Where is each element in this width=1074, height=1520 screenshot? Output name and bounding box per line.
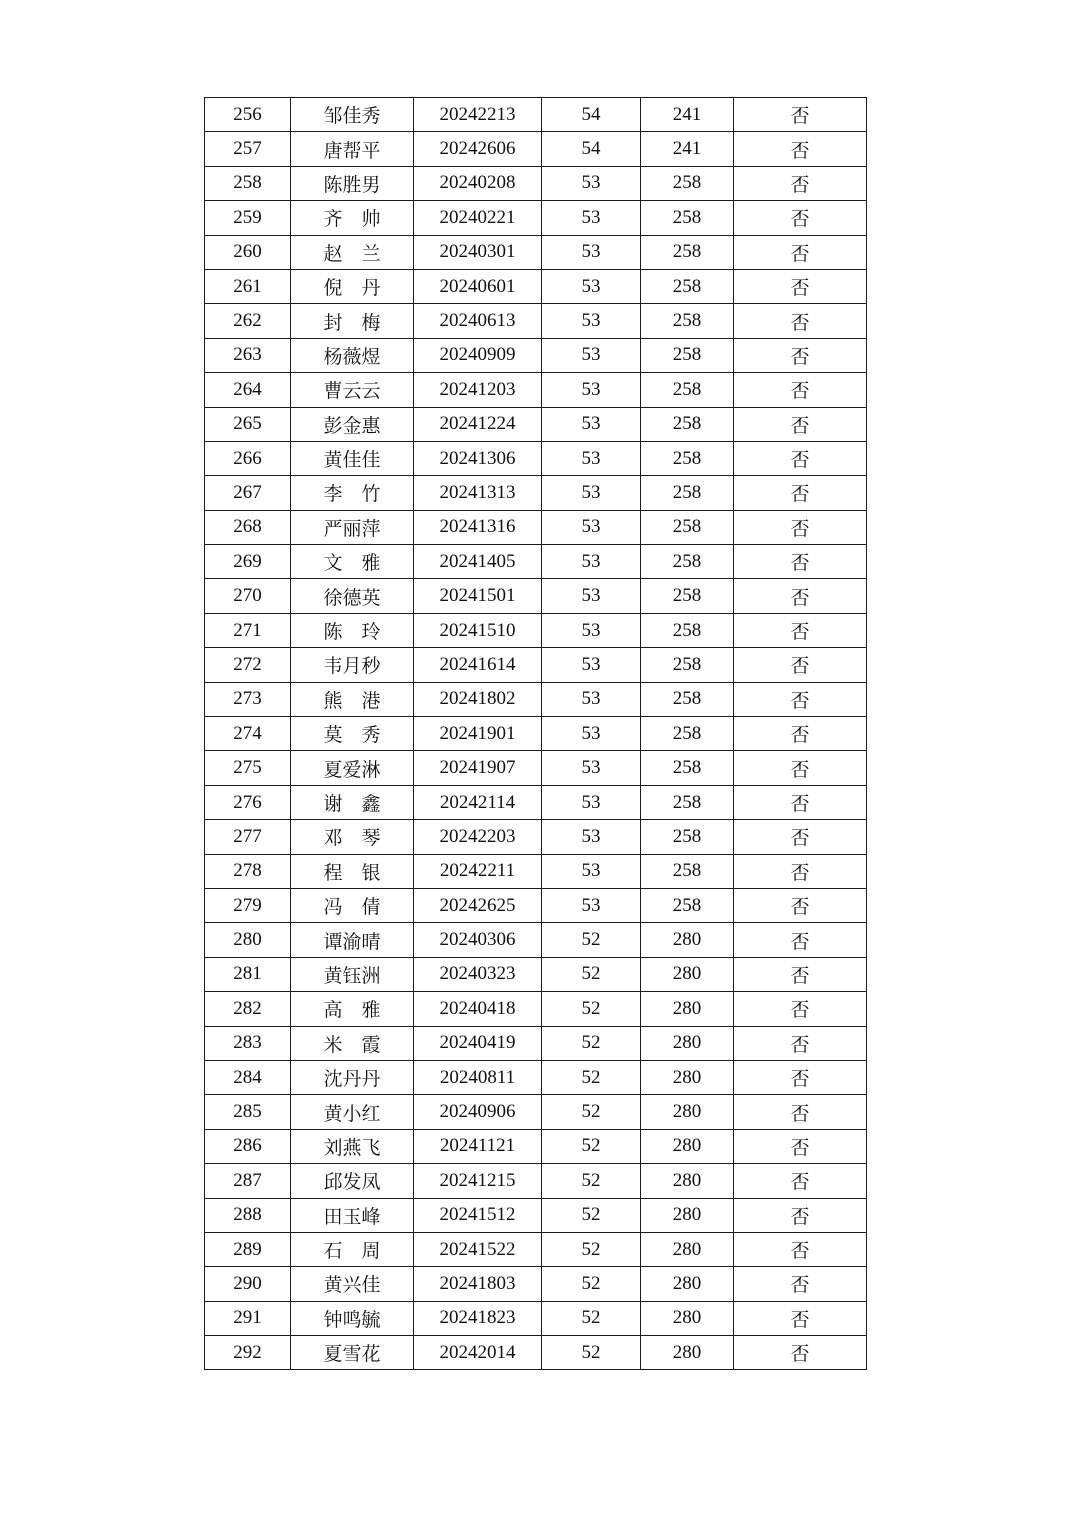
- row-number-cell: 279: [205, 888, 291, 922]
- exam-id-cell: 20240613: [414, 304, 542, 338]
- row-number-cell: 283: [205, 1026, 291, 1060]
- row-number-cell: 264: [205, 373, 291, 407]
- status-cell: 否: [734, 613, 867, 647]
- exam-id-cell: 20241313: [414, 476, 542, 510]
- exam-id-cell: 20242211: [414, 854, 542, 888]
- row-number-cell: 273: [205, 682, 291, 716]
- rank-cell: 280: [641, 923, 734, 957]
- name-cell: 田玉峰: [291, 1198, 414, 1232]
- exam-id-cell: 20241405: [414, 545, 542, 579]
- table-row: [205, 338, 867, 372]
- status-cell: 否: [734, 854, 867, 888]
- score-cell: 53: [542, 717, 641, 751]
- status-cell: 否: [734, 166, 867, 200]
- row-number-cell: 290: [205, 1267, 291, 1301]
- status-cell: 否: [734, 751, 867, 785]
- row-number-cell: 277: [205, 820, 291, 854]
- score-cell: 53: [542, 613, 641, 647]
- exam-id-cell: 20240323: [414, 957, 542, 991]
- name-cell: 齐 帅: [291, 201, 414, 235]
- rank-cell: 241: [641, 98, 734, 132]
- name-cell: 沈丹丹: [291, 1060, 414, 1094]
- status-cell: 否: [734, 510, 867, 544]
- name-cell: 谭渝晴: [291, 923, 414, 957]
- table-row: [205, 1198, 867, 1232]
- table-row: [205, 1164, 867, 1198]
- row-number-cell: 259: [205, 201, 291, 235]
- rank-cell: 258: [641, 613, 734, 647]
- name-cell: 徐德英: [291, 579, 414, 613]
- status-cell: 否: [734, 1060, 867, 1094]
- name-cell: 韦月秒: [291, 648, 414, 682]
- row-number-cell: 267: [205, 476, 291, 510]
- rank-cell: 258: [641, 648, 734, 682]
- status-cell: 否: [734, 682, 867, 716]
- results-table: [204, 97, 867, 1370]
- status-cell: 否: [734, 785, 867, 819]
- exam-id-cell: 20241224: [414, 407, 542, 441]
- rank-cell: 258: [641, 785, 734, 819]
- row-number-cell: 261: [205, 269, 291, 303]
- score-cell: 53: [542, 235, 641, 269]
- results-table-body: [205, 98, 867, 1370]
- status-cell: 否: [734, 717, 867, 751]
- row-number-cell: 280: [205, 923, 291, 957]
- table-row: [205, 304, 867, 338]
- table-row: [205, 785, 867, 819]
- rank-cell: 258: [641, 201, 734, 235]
- row-number-cell: 272: [205, 648, 291, 682]
- rank-cell: 280: [641, 1095, 734, 1129]
- row-number-cell: 287: [205, 1164, 291, 1198]
- rank-cell: 280: [641, 1301, 734, 1335]
- score-cell: 52: [542, 1198, 641, 1232]
- status-cell: 否: [734, 1301, 867, 1335]
- table-row: [205, 579, 867, 613]
- name-cell: 谢 鑫: [291, 785, 414, 819]
- exam-id-cell: 20242213: [414, 98, 542, 132]
- row-number-cell: 284: [205, 1060, 291, 1094]
- status-cell: 否: [734, 338, 867, 372]
- table-row: [205, 1129, 867, 1163]
- table-row: [205, 441, 867, 475]
- row-number-cell: 260: [205, 235, 291, 269]
- row-number-cell: 285: [205, 1095, 291, 1129]
- table-row: [205, 1026, 867, 1060]
- rank-cell: 280: [641, 1336, 734, 1370]
- score-cell: 53: [542, 373, 641, 407]
- rank-cell: 258: [641, 407, 734, 441]
- row-number-cell: 258: [205, 166, 291, 200]
- exam-id-cell: 20241316: [414, 510, 542, 544]
- name-cell: 米 霞: [291, 1026, 414, 1060]
- score-cell: 52: [542, 923, 641, 957]
- score-cell: 53: [542, 269, 641, 303]
- score-cell: 53: [542, 338, 641, 372]
- table-row: [205, 407, 867, 441]
- exam-id-cell: 20242203: [414, 820, 542, 854]
- status-cell: 否: [734, 1336, 867, 1370]
- status-cell: 否: [734, 545, 867, 579]
- status-cell: 否: [734, 648, 867, 682]
- exam-id-cell: 20241501: [414, 579, 542, 613]
- name-cell: 石 周: [291, 1232, 414, 1266]
- table-row: [205, 201, 867, 235]
- exam-id-cell: 20241803: [414, 1267, 542, 1301]
- row-number-cell: 276: [205, 785, 291, 819]
- rank-cell: 258: [641, 888, 734, 922]
- exam-id-cell: 20241802: [414, 682, 542, 716]
- exam-id-cell: 20240906: [414, 1095, 542, 1129]
- status-cell: 否: [734, 201, 867, 235]
- table-row: [205, 888, 867, 922]
- exam-id-cell: 20242625: [414, 888, 542, 922]
- rank-cell: 241: [641, 132, 734, 166]
- row-number-cell: 282: [205, 992, 291, 1026]
- exam-id-cell: 20241306: [414, 441, 542, 475]
- name-cell: 曹云云: [291, 373, 414, 407]
- exam-id-cell: 20241907: [414, 751, 542, 785]
- table-row: [205, 373, 867, 407]
- score-cell: 52: [542, 1301, 641, 1335]
- score-cell: 52: [542, 1267, 641, 1301]
- score-cell: 53: [542, 441, 641, 475]
- row-number-cell: 291: [205, 1301, 291, 1335]
- rank-cell: 258: [641, 235, 734, 269]
- exam-id-cell: 20240208: [414, 166, 542, 200]
- score-cell: 53: [542, 648, 641, 682]
- status-cell: 否: [734, 407, 867, 441]
- score-cell: 52: [542, 992, 641, 1026]
- exam-id-cell: 20240418: [414, 992, 542, 1026]
- rank-cell: 258: [641, 269, 734, 303]
- rank-cell: 280: [641, 992, 734, 1026]
- table-row: [205, 923, 867, 957]
- exam-id-cell: 20242014: [414, 1336, 542, 1370]
- name-cell: 赵 兰: [291, 235, 414, 269]
- score-cell: 52: [542, 1095, 641, 1129]
- score-cell: 53: [542, 407, 641, 441]
- rank-cell: 258: [641, 441, 734, 475]
- name-cell: 高 雅: [291, 992, 414, 1026]
- score-cell: 53: [542, 854, 641, 888]
- table-row: [205, 476, 867, 510]
- rank-cell: 280: [641, 1198, 734, 1232]
- table-row: [205, 957, 867, 991]
- status-cell: 否: [734, 1095, 867, 1129]
- table-row: [205, 854, 867, 888]
- exam-id-cell: 20242606: [414, 132, 542, 166]
- status-cell: 否: [734, 98, 867, 132]
- name-cell: 陈 玲: [291, 613, 414, 647]
- rank-cell: 258: [641, 682, 734, 716]
- table-row: [205, 992, 867, 1026]
- rank-cell: 258: [641, 476, 734, 510]
- rank-cell: 258: [641, 579, 734, 613]
- exam-id-cell: 20241614: [414, 648, 542, 682]
- status-cell: 否: [734, 235, 867, 269]
- row-number-cell: 271: [205, 613, 291, 647]
- table-row: [205, 820, 867, 854]
- table-row: [205, 648, 867, 682]
- score-cell: 52: [542, 1232, 641, 1266]
- name-cell: 严丽萍: [291, 510, 414, 544]
- exam-id-cell: 20240301: [414, 235, 542, 269]
- exam-id-cell: 20241121: [414, 1129, 542, 1163]
- status-cell: 否: [734, 1232, 867, 1266]
- row-number-cell: 288: [205, 1198, 291, 1232]
- row-number-cell: 268: [205, 510, 291, 544]
- score-cell: 53: [542, 785, 641, 819]
- table-row: [205, 235, 867, 269]
- status-cell: 否: [734, 923, 867, 957]
- rank-cell: 258: [641, 854, 734, 888]
- rank-cell: 280: [641, 1060, 734, 1094]
- name-cell: 彭金惠: [291, 407, 414, 441]
- table-row: [205, 98, 867, 132]
- score-cell: 52: [542, 1129, 641, 1163]
- score-cell: 53: [542, 682, 641, 716]
- name-cell: 夏雪花: [291, 1336, 414, 1370]
- row-number-cell: 263: [205, 338, 291, 372]
- row-number-cell: 286: [205, 1129, 291, 1163]
- table-row: [205, 613, 867, 647]
- status-cell: 否: [734, 992, 867, 1026]
- rank-cell: 258: [641, 166, 734, 200]
- table-row: [205, 1060, 867, 1094]
- exam-id-cell: 20240306: [414, 923, 542, 957]
- name-cell: 陈胜男: [291, 166, 414, 200]
- table-row: [205, 717, 867, 751]
- score-cell: 53: [542, 545, 641, 579]
- table-row: [205, 545, 867, 579]
- rank-cell: 258: [641, 545, 734, 579]
- name-cell: 钟鸣毓: [291, 1301, 414, 1335]
- score-cell: 53: [542, 476, 641, 510]
- score-cell: 52: [542, 1060, 641, 1094]
- rank-cell: 280: [641, 1164, 734, 1198]
- score-cell: 52: [542, 1026, 641, 1060]
- status-cell: 否: [734, 1164, 867, 1198]
- rank-cell: 258: [641, 820, 734, 854]
- exam-id-cell: 20241512: [414, 1198, 542, 1232]
- name-cell: 李 竹: [291, 476, 414, 510]
- score-cell: 54: [542, 98, 641, 132]
- status-cell: 否: [734, 888, 867, 922]
- status-cell: 否: [734, 957, 867, 991]
- name-cell: 冯 倩: [291, 888, 414, 922]
- status-cell: 否: [734, 820, 867, 854]
- score-cell: 53: [542, 510, 641, 544]
- name-cell: 黄兴佳: [291, 1267, 414, 1301]
- row-number-cell: 265: [205, 407, 291, 441]
- rank-cell: 280: [641, 1026, 734, 1060]
- status-cell: 否: [734, 1267, 867, 1301]
- score-cell: 53: [542, 888, 641, 922]
- status-cell: 否: [734, 1198, 867, 1232]
- name-cell: 邓 琴: [291, 820, 414, 854]
- rank-cell: 280: [641, 1129, 734, 1163]
- name-cell: 程 银: [291, 854, 414, 888]
- status-cell: 否: [734, 1129, 867, 1163]
- row-number-cell: 266: [205, 441, 291, 475]
- exam-id-cell: 20241901: [414, 717, 542, 751]
- name-cell: 唐帮平: [291, 132, 414, 166]
- score-cell: 53: [542, 579, 641, 613]
- table-row: [205, 1301, 867, 1335]
- rank-cell: 280: [641, 1232, 734, 1266]
- name-cell: 莫 秀: [291, 717, 414, 751]
- table-row: [205, 751, 867, 785]
- table-row: [205, 166, 867, 200]
- status-cell: 否: [734, 476, 867, 510]
- rank-cell: 258: [641, 717, 734, 751]
- name-cell: 黄小红: [291, 1095, 414, 1129]
- score-cell: 52: [542, 957, 641, 991]
- rank-cell: 258: [641, 373, 734, 407]
- exam-id-cell: 20241215: [414, 1164, 542, 1198]
- name-cell: 黄佳佳: [291, 441, 414, 475]
- exam-id-cell: 20240419: [414, 1026, 542, 1060]
- table-row: [205, 1267, 867, 1301]
- score-cell: 53: [542, 820, 641, 854]
- score-cell: 54: [542, 132, 641, 166]
- name-cell: 文 雅: [291, 545, 414, 579]
- row-number-cell: 257: [205, 132, 291, 166]
- name-cell: 黄钰洲: [291, 957, 414, 991]
- rank-cell: 258: [641, 510, 734, 544]
- table-row: [205, 132, 867, 166]
- rank-cell: 258: [641, 338, 734, 372]
- status-cell: 否: [734, 304, 867, 338]
- row-number-cell: 270: [205, 579, 291, 613]
- name-cell: 刘燕飞: [291, 1129, 414, 1163]
- row-number-cell: 281: [205, 957, 291, 991]
- row-number-cell: 292: [205, 1336, 291, 1370]
- score-cell: 52: [542, 1336, 641, 1370]
- score-cell: 53: [542, 201, 641, 235]
- status-cell: 否: [734, 1026, 867, 1060]
- row-number-cell: 274: [205, 717, 291, 751]
- name-cell: 熊 港: [291, 682, 414, 716]
- row-number-cell: 275: [205, 751, 291, 785]
- row-number-cell: 278: [205, 854, 291, 888]
- name-cell: 杨薇煜: [291, 338, 414, 372]
- row-number-cell: 269: [205, 545, 291, 579]
- table-row: [205, 510, 867, 544]
- score-cell: 53: [542, 304, 641, 338]
- row-number-cell: 256: [205, 98, 291, 132]
- score-cell: 53: [542, 166, 641, 200]
- exam-id-cell: 20242114: [414, 785, 542, 819]
- rank-cell: 280: [641, 1267, 734, 1301]
- name-cell: 邱发凤: [291, 1164, 414, 1198]
- status-cell: 否: [734, 269, 867, 303]
- name-cell: 夏爱淋: [291, 751, 414, 785]
- score-cell: 53: [542, 751, 641, 785]
- name-cell: 倪 丹: [291, 269, 414, 303]
- name-cell: 封 梅: [291, 304, 414, 338]
- exam-id-cell: 20240811: [414, 1060, 542, 1094]
- name-cell: 邹佳秀: [291, 98, 414, 132]
- row-number-cell: 289: [205, 1232, 291, 1266]
- status-cell: 否: [734, 579, 867, 613]
- table-row: [205, 1232, 867, 1266]
- exam-id-cell: 20241203: [414, 373, 542, 407]
- rank-cell: 280: [641, 957, 734, 991]
- table-row: [205, 1095, 867, 1129]
- rank-cell: 258: [641, 304, 734, 338]
- status-cell: 否: [734, 373, 867, 407]
- exam-id-cell: 20240221: [414, 201, 542, 235]
- exam-id-cell: 20240909: [414, 338, 542, 372]
- table-row: [205, 682, 867, 716]
- status-cell: 否: [734, 441, 867, 475]
- exam-id-cell: 20240601: [414, 269, 542, 303]
- row-number-cell: 262: [205, 304, 291, 338]
- table-row: [205, 1336, 867, 1370]
- score-cell: 52: [542, 1164, 641, 1198]
- exam-id-cell: 20241510: [414, 613, 542, 647]
- exam-id-cell: 20241522: [414, 1232, 542, 1266]
- table-row: [205, 269, 867, 303]
- exam-id-cell: 20241823: [414, 1301, 542, 1335]
- rank-cell: 258: [641, 751, 734, 785]
- status-cell: 否: [734, 132, 867, 166]
